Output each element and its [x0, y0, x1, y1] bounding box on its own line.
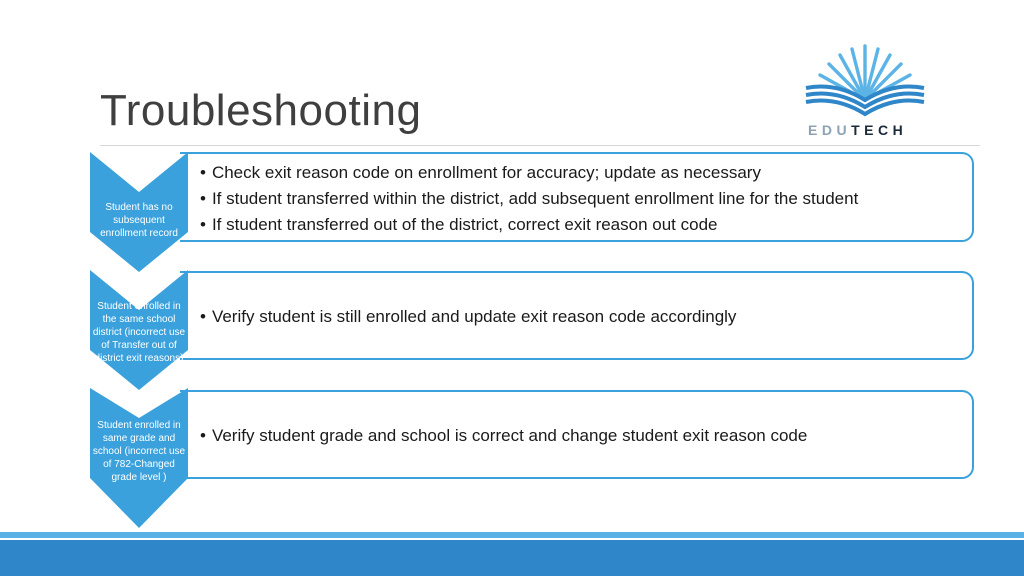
row-2-label: Student enrolled in the same school district (incorrect use of Transfer out of district exit reasons) — [92, 301, 186, 364]
row-1-bullets — [180, 154, 972, 238]
row-3-label: Student enrolled in same grade and school (incorrect use of 782-Changed grade level ) — [92, 420, 186, 483]
slide-title: Troubleshooting — [100, 86, 422, 135]
bullet-item: • If student transferred within the district, add subsequent enrollment line for the student — [200, 186, 972, 212]
bullet-item: • Verify student is still enrolled and update exit reason code accordingly — [200, 304, 972, 330]
row-2-box — [180, 271, 974, 360]
bullet-item: • If student transferred out of the district, correct exit reason out code — [200, 212, 972, 238]
row-1-label: Student has no subsequent enrollment record — [100, 202, 178, 239]
row-3-box — [180, 390, 974, 479]
logo-tech: TECH — [851, 122, 908, 138]
row-3-chevron — [90, 388, 188, 528]
row-2-chevron — [90, 270, 188, 390]
bullet-item: • Verify student grade and school is correct and change student exit reason code — [200, 423, 972, 449]
bullet-item: • Check exit reason code on enrollment for accuracy; update as necessary — [200, 160, 972, 186]
footer-bar — [0, 540, 1024, 576]
title-divider — [100, 145, 980, 146]
row-1-box — [180, 152, 974, 242]
logo-edu: EDU — [808, 122, 852, 138]
row-2-bullets — [180, 273, 972, 330]
logo-wordmark — [808, 122, 932, 138]
footer-accent — [0, 532, 1024, 538]
row-3-bullets — [180, 392, 972, 449]
row-1-chevron — [90, 152, 188, 272]
